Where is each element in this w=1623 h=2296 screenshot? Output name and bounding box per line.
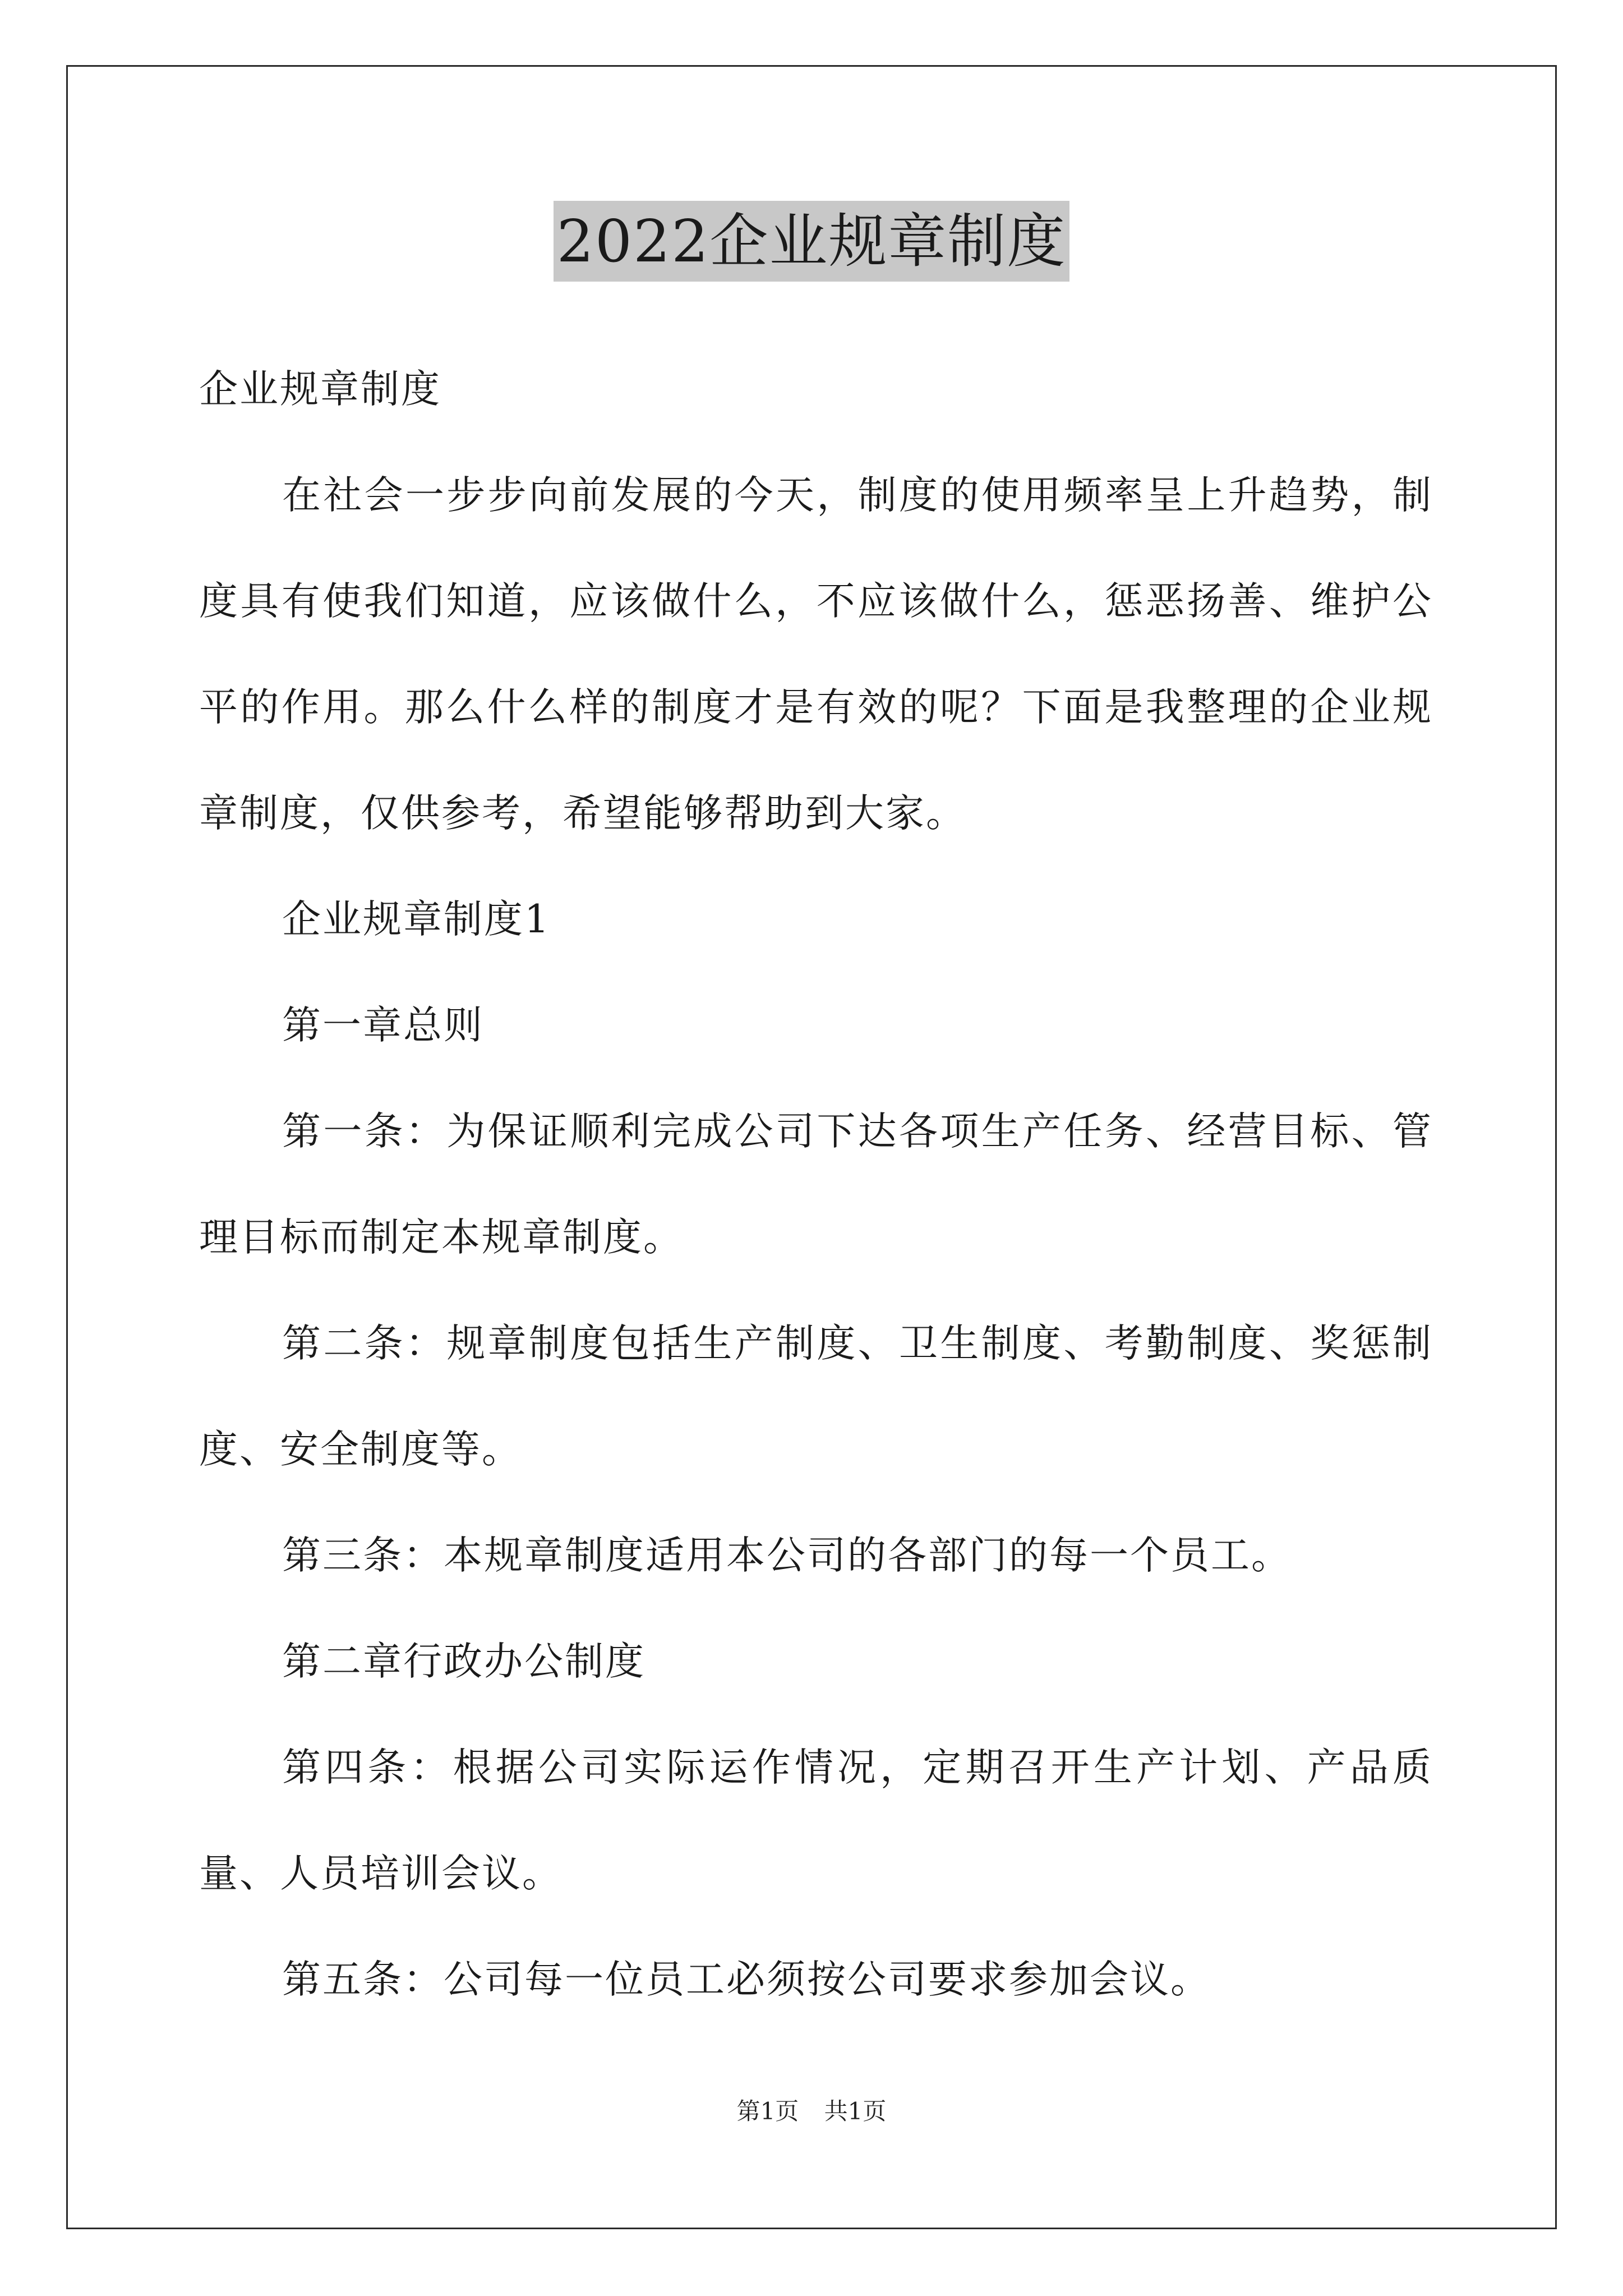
article-paragraph: 第一条：为保证顺利完成公司下达各项生产任务、经营目标、管理目标而制定本规章制度。 xyxy=(199,1109,1433,1260)
article-paragraph: 第三条：本规章制度适用本公司的各部门的每一个员工。 xyxy=(282,1533,1292,1578)
article-paragraph: 第二条：规章制度包括生产制度、卫生制度、考勤制度、奖惩制度、安全制度等。 xyxy=(199,1321,1433,1472)
paragraph: 在社会一步步向前发展的今天，制度的使用频率呈上升趋势，制度具有使我们知道，应该做什么，不应该做什么，惩恶扬善、维护公平的作用。那么什么样的制度才是有效的呢？下面是我整理的企业规章制度，仅供参考，希望能够帮助到大家。 xyxy=(199,473,1433,836)
article-paragraph: 第四条：根据公司实际运作情况，定期召开生产计划、产品质量、人员培训会议。 xyxy=(199,1745,1433,1896)
paragraph: 企业规章制度 xyxy=(199,367,441,412)
article-paragraph: 第五条：公司每一位员工必须按公司要求参加会议。 xyxy=(282,1957,1211,2002)
page-number: 第1页 xyxy=(736,2097,799,2125)
document-body xyxy=(199,337,1433,2033)
page-total: 共1页 xyxy=(824,2097,887,2125)
page-footer xyxy=(0,2096,1623,2127)
chapter-heading: 第二章行政办公制度 xyxy=(282,1639,645,1684)
chapter-heading: 第一章总则 xyxy=(282,1003,484,1048)
section-heading: 企业规章制度1 xyxy=(282,897,551,942)
document-title: 2022企业规章制度 xyxy=(554,201,1070,282)
title-container xyxy=(0,201,1623,282)
